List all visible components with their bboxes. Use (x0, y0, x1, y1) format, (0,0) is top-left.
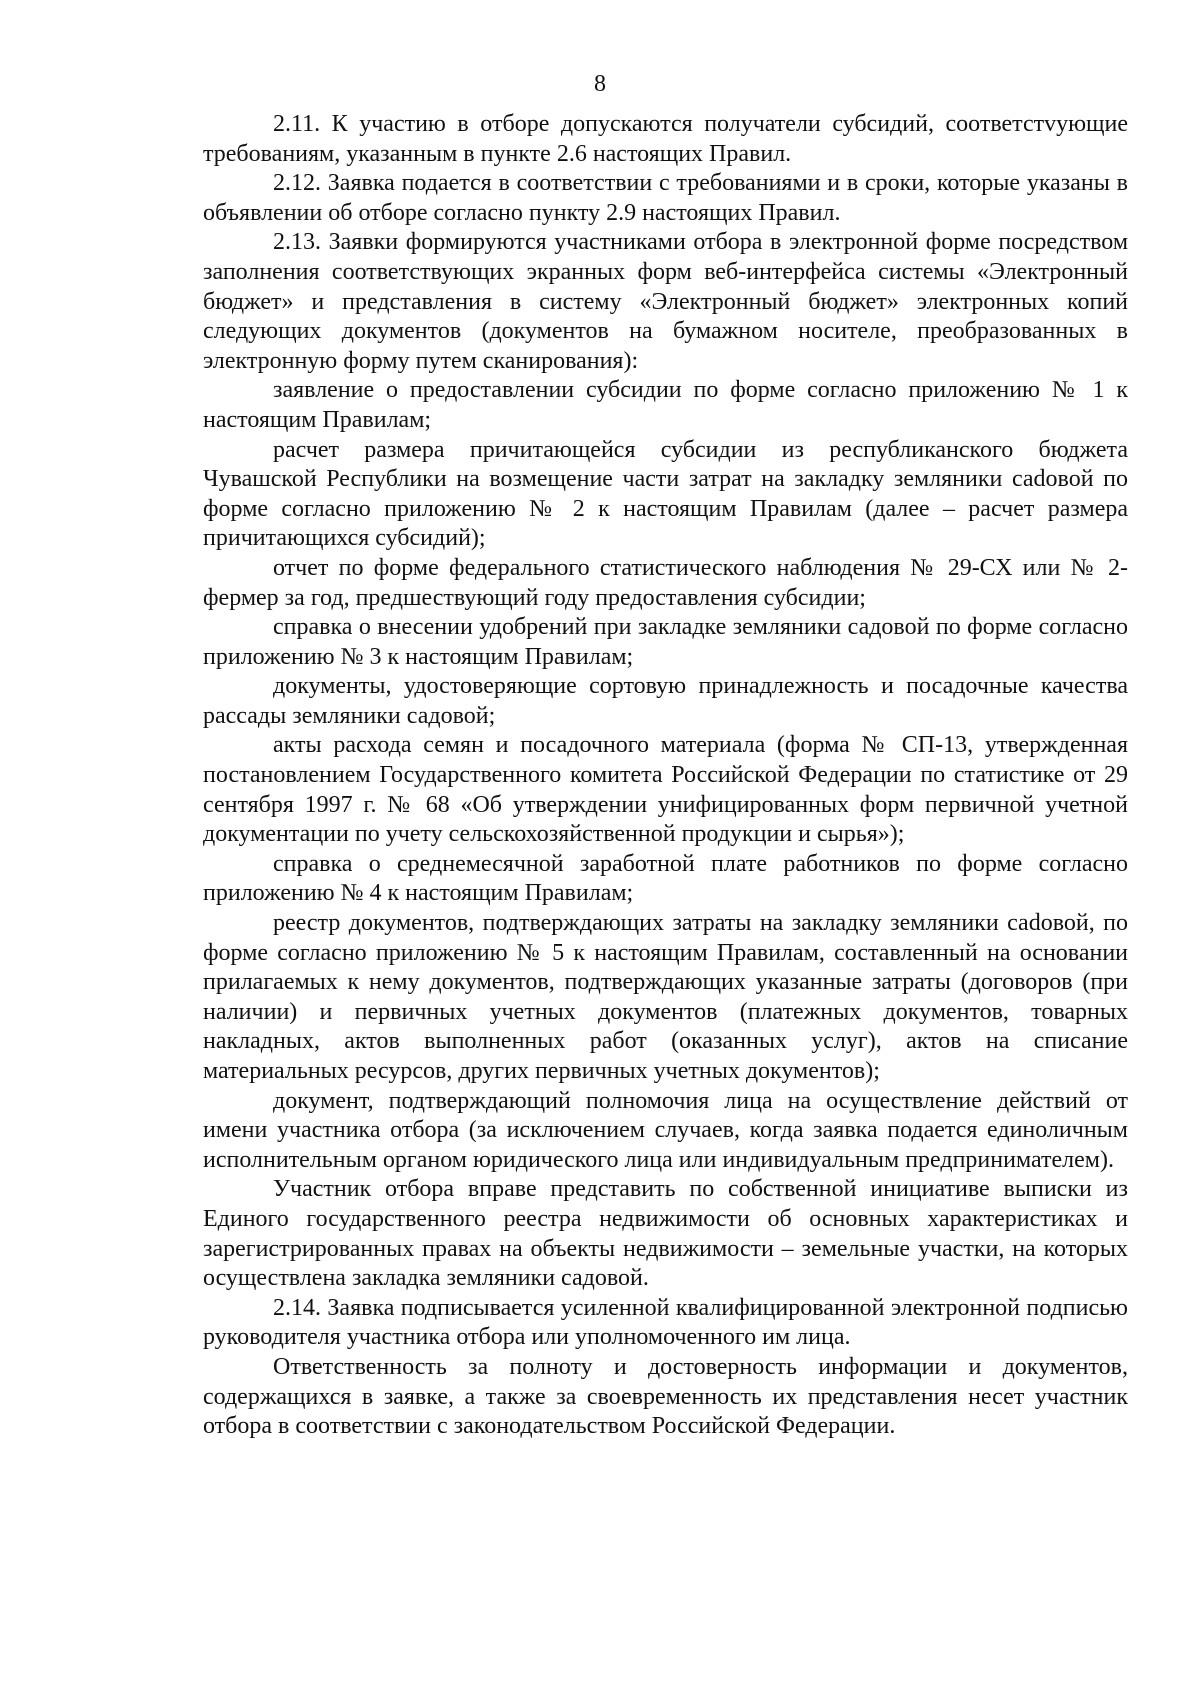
paragraph-2-13: 2.13. Заявки формируются участниками отбора в электронной форме посредством заполнения соответствующих экранных форм веб-интерфейса системы «Электронный бюджет» и представления в систему «Электронный бюджет» электронных копий следующих документов (документов на бумажном носителе, преобразованных в электронную форму путем сканирования): (203, 229, 1128, 374)
list-item-seed-consumption-acts: акты расхода семян и посадочного материала (форма № СП-13, утвержденная постановлением Государственного комитета Российской Федерации по статистике от 29 сентября 1997 г. № 68 «Об утверждении унифицированных форм первичной учетной документации по учету сельскохозяйственной продукции и сырья»); (203, 732, 1128, 848)
list-item-cost-register: реестр документов, подтверждающих затраты на закладку земляники саdовой, по форме согласно приложению № 5 к настоящим Правилам, составленный на основании прилагаемых к нему документов, подтверждающих указанные затраты (договоров (при наличии) и первичных учетных документов (платежных документов, товарных накладных, актов выполненных работ (оказанных услуг), актов на списание материальных ресурсов, других первичных учетных документов); (203, 910, 1128, 1084)
page-number: 8 (594, 71, 606, 97)
paragraph-registry-extract: Участник отбора вправе представить по собственной инициативе выписки из Единого государственного реестра недвижимости об основных характеристиках и зарегистрированных правах на объекты недвижимости – земельные участки, на которых осуществлена закладка земляники садовой. (203, 1176, 1128, 1292)
list-item-statistical-report: отчет по форме федерального статистического наблюдения № 29-СХ или № 2-фермер за год, предшествующий году предоставления субсидии; (203, 554, 1128, 611)
paragraph-2-11: 2.11. К участию в отборе допускаются получатели субсидий, соответстvующие требованиям, указанным в пункте 2.6 настоящих Правил. (203, 111, 1128, 167)
paragraph-2-14: 2.14. Заявка подписывается усиленной квалифицированной электронной подписью руководителя участника отбора или уполномоченного им лица. (203, 1294, 1128, 1351)
document-body (203, 110, 1128, 1442)
list-item-application: заявление о предоставлении субсидии по форме согласно приложению № 1 к настоящим Правилам; (203, 377, 1128, 433)
list-item-subsidy-calculation: расчет размера причитающейся субсидии из республиканского бюджета Чувашской Республики на возмещение части затрат на закладку земляники саdовой по форме согласно приложению № 2 к настоящим Правилам (далее – расчет размера причитающихся субсидий); (203, 436, 1128, 552)
list-item-variety-documents: документы, удостоверяющие сортовую принадлежность и посадочные качества рассады земляники садовой; (203, 673, 1128, 729)
list-item-fertilizer-certificate: справка о внесении удобрений при закладке земляники садовой по форме согласно приложению № 3 к настоящим Правилам; (203, 614, 1128, 670)
list-item-authority-document: документ, подтверждающий полномочия лица на осуществление действий от имени участника отбора (за исключением случаев, когда заявка подается единоличным исполнительным органом юридического лица или индивидуальным предпринимателем). (203, 1087, 1128, 1173)
paragraph-responsibility: Ответственность за полноту и достоверность информации и документов, содержащихся в заявке, а также за своевременность их представления несет участник отбора в соответствии с законодательством Российской Федерации. (203, 1353, 1128, 1440)
list-item-salary-certificate: справка о среднемесячной заработной плате работников по форме согласно приложению № 4 к настоящим Правилам; (203, 850, 1128, 907)
paragraph-2-12: 2.12. Заявка подается в соответствии с требованиями и в сроки, которые указаны в объявлении об отборе согласно пункту 2.9 настоящих Правил. (203, 170, 1128, 226)
